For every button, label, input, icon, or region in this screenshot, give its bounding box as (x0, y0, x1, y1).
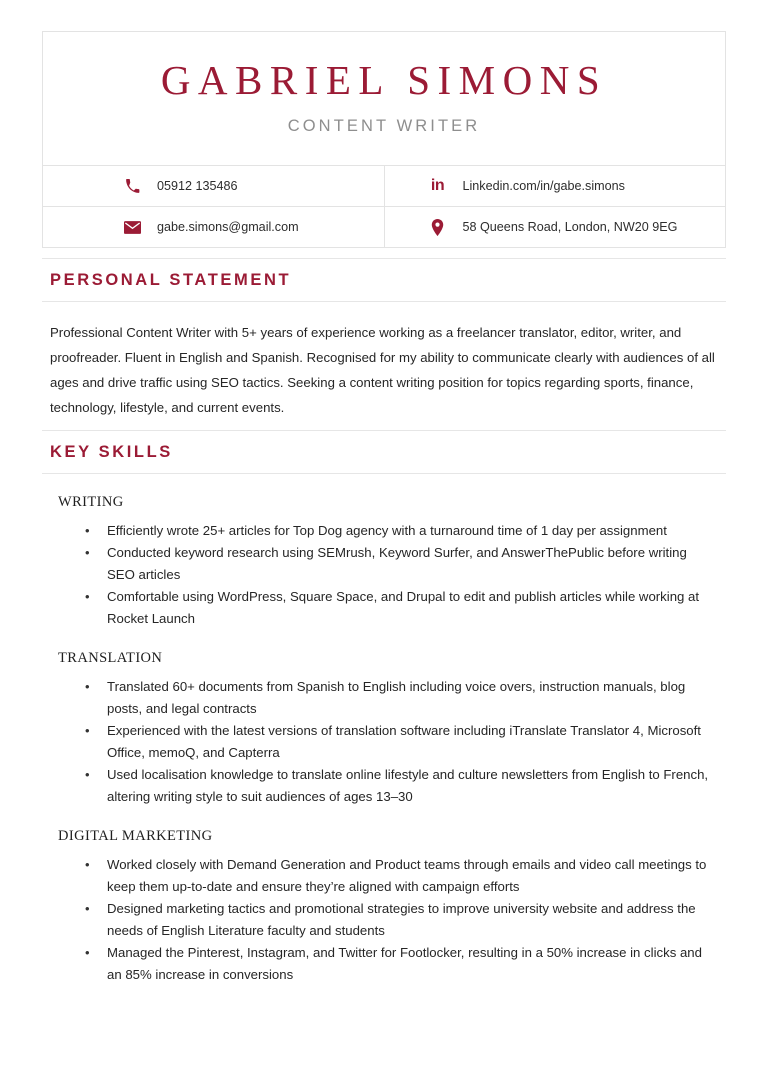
contact-cell-email (43, 207, 384, 248)
linkedin-icon (427, 178, 449, 194)
bullet-dot-icon: • (85, 901, 90, 916)
section-title: PERSONAL STATEMENT (50, 271, 292, 289)
list-item-text: Conducted keyword research using SEMrush, Keyword Surfer, and AnswerThePublic before writing SEO articles (107, 545, 687, 582)
phone-number: 05912 135486 (157, 179, 238, 194)
list-item (78, 854, 718, 897)
bullet-dot-icon: • (85, 679, 90, 694)
list-item (78, 942, 718, 985)
list-item-text: Managed the Pinterest, Instagram, and Twitter for Footlocker, resulting in a 50% increase in clicks and an 85% increase in conversions (107, 945, 702, 982)
home-address: 58 Queens Road, London, NW20 9EG (462, 220, 678, 235)
list-item-text: Comfortable using WordPress, Square Space, and Drupal to edit and publish articles while working at Rocket Launch (107, 589, 700, 626)
email-address[interactable]: gabe.simons@gmail.com (157, 220, 299, 235)
contact-row (43, 207, 725, 248)
section-personal-statement (42, 258, 726, 420)
bullet-dot-icon: • (85, 767, 90, 782)
phone-icon (121, 179, 143, 194)
list-item (78, 898, 718, 941)
list-item-text: Worked closely with Demand Generation and Product teams through emails and video call meetings to keep them up-to-date and ensure they’re aligned with campaign efforts (107, 857, 707, 894)
list-item (78, 586, 718, 629)
section-body-personal-statement (42, 302, 726, 420)
contact-cell-address (384, 207, 725, 248)
bullet-dot-icon: • (85, 723, 90, 738)
section-title: KEY SKILLS (50, 443, 173, 461)
skill-group-digital-marketing (50, 808, 718, 985)
personal-statement-paragraph: Professional Content Writer with 5+ years of experience working as a freelancer translator, editor, writer, and proofreader. Fluent in English and Spanish. Recognised for my ability to communicate clearly with audiences of all ages and drive traffic using SEO tactics. Seeking a content writing position for topics regarding sports, finance, technology, lifestyle, and current events. (50, 324, 715, 415)
list-item (78, 542, 718, 585)
bullet-dot-icon: • (85, 857, 90, 872)
linkedin-url[interactable]: Linkedin.com/in/gabe.simons (462, 179, 625, 194)
section-header-personal-statement (42, 258, 726, 302)
location-pin-icon (427, 219, 449, 236)
skill-group-title: WRITING (58, 493, 124, 510)
section-key-skills (42, 430, 726, 986)
skill-group-writing (50, 474, 718, 630)
list-item-text: Designed marketing tactics and promotional strategies to improve university website and address the needs of English Literature faculty and students (107, 901, 696, 938)
skill-bullet-list (50, 520, 718, 630)
skill-group-title: TRANSLATION (58, 650, 163, 666)
skill-group-translation (50, 630, 718, 807)
candidate-job-title: CONTENT WRITER (287, 117, 481, 136)
list-item-text: Translated 60+ documents from Spanish to English including voice overs, instruction manuals, blog posts, and legal contracts (107, 679, 686, 716)
list-item (78, 676, 718, 719)
list-item (78, 720, 718, 763)
skill-bullet-list (50, 676, 718, 807)
section-header-key-skills (42, 430, 726, 474)
envelope-icon (121, 221, 143, 234)
section-body-key-skills (42, 474, 726, 986)
contact-details-table (43, 165, 725, 248)
contact-row (43, 166, 725, 207)
bullet-dot-icon: • (85, 545, 90, 560)
skill-bullet-list (50, 854, 718, 985)
contact-cell-phone (43, 166, 384, 207)
linkedin-glyph: in (430, 177, 445, 195)
list-item (78, 764, 718, 807)
list-item-text: Efficiently wrote 25+ articles for Top Dog agency with a turnaround time of 1 day per assignment (107, 522, 667, 538)
skill-group-title: DIGITAL MARKETING (58, 828, 213, 844)
resume-header (42, 31, 726, 248)
list-item (78, 520, 718, 542)
list-item-text: Used localisation knowledge to translate online lifestyle and culture newsletters from English to French, altering writing style to suit audiences of ages 13–30 (107, 767, 709, 804)
bullet-dot-icon: • (85, 945, 90, 960)
contact-cell-linkedin (384, 166, 725, 207)
candidate-name: GABRIEL SIMONS (160, 57, 608, 103)
bullet-dot-icon: • (85, 589, 90, 604)
bullet-dot-icon: • (85, 522, 90, 538)
list-item-text: Experienced with the latest versions of translation software including iTranslate Translator 4, Microsoft Office, memoQ, and Capterra (107, 723, 701, 760)
